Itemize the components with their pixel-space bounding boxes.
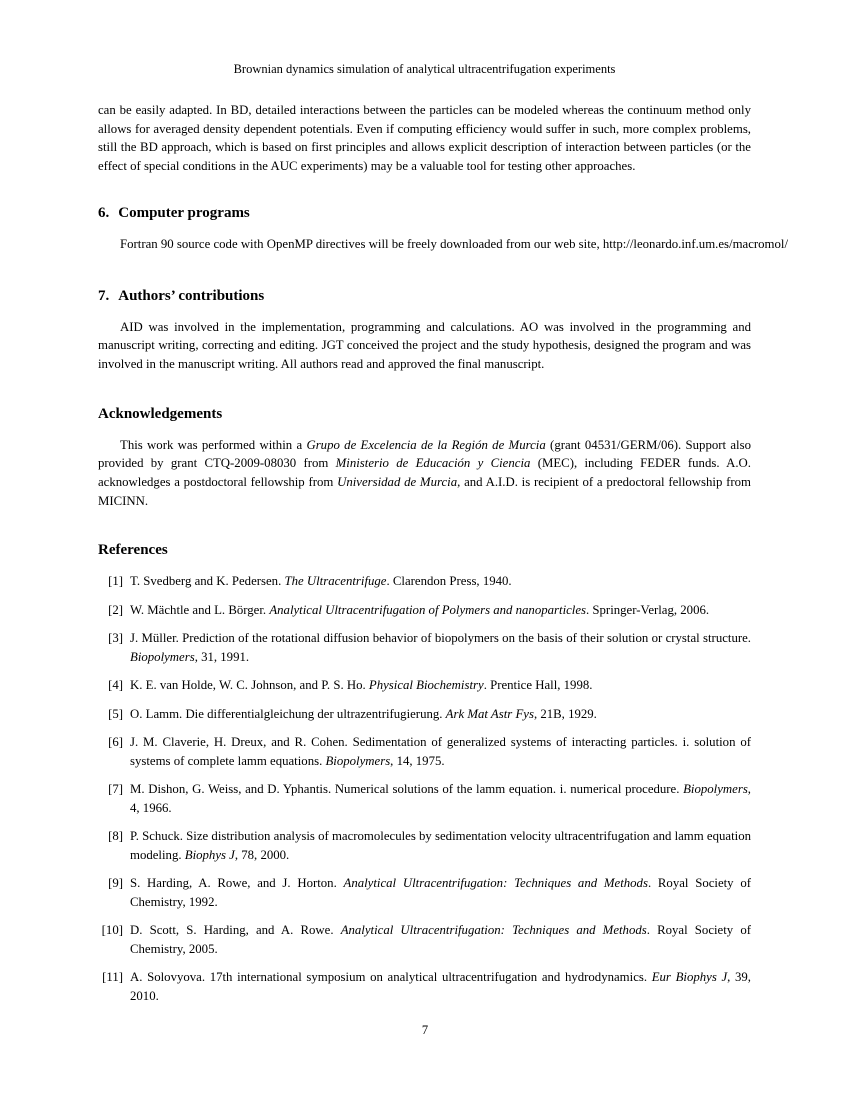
section-6-title: Computer programs bbox=[118, 204, 250, 221]
reference-item-5 bbox=[98, 705, 751, 724]
text-segment: P. Schuck. Size distribution analysis of macromolecules by sedimentation velocity ultracentrifugation and lamm equation modeling. bbox=[130, 829, 751, 862]
references-heading: References bbox=[98, 542, 168, 559]
italic-text-segment: The Ultracentrifuge bbox=[284, 574, 387, 589]
italic-text-segment: Biophys J bbox=[184, 847, 235, 862]
italic-text-segment: Biopolymers bbox=[325, 753, 391, 768]
reference-list bbox=[98, 572, 751, 1005]
reference-text bbox=[130, 707, 597, 721]
reference-item-10 bbox=[98, 921, 751, 958]
reference-label: [5] bbox=[108, 706, 123, 721]
text-segment: , and A.I.D. is recipient of a predoctoral fellowship from MICINN. bbox=[98, 475, 751, 508]
reference-label: [11] bbox=[102, 970, 123, 985]
text-segment: A. Solovyova. 17th international symposium on analytical ultracentrifugation and hydrodynamics. bbox=[130, 970, 652, 985]
reference-text bbox=[130, 970, 751, 1003]
text-segment: , 31, 1991. bbox=[194, 649, 250, 664]
running-title: Brownian dynamics simulation of analytical ultracentrifugation experiments bbox=[233, 62, 616, 76]
text-segment: . Springer-Verlag, 2006. bbox=[586, 602, 710, 617]
italic-text-segment: Eur Biophys J bbox=[651, 970, 728, 985]
text-segment: W. Mächtle and L. Börger. bbox=[130, 602, 270, 617]
section-6-heading bbox=[98, 204, 751, 223]
intro-paragraph: can be easily adapted. In BD, detailed interactions between the particles can be modeled whereas the continuum method only allows for averaged density dependent potentials. Even if computing efficiency would suffer in such, more complex problems, still the BD approach, which is based on first principles and allows explicit description of interaction between particles (or the effect of special conditions in the AUC experiments) may be a valuable tool for testing other approaches. bbox=[98, 103, 751, 174]
text-segment: K. E. van Holde, W. C. Johnson, and P. S. Ho. bbox=[130, 678, 369, 693]
reference-text bbox=[130, 829, 751, 862]
text-segment: , 78, 2000. bbox=[234, 847, 290, 862]
text-segment: T. Svedberg and K. Pedersen. bbox=[130, 574, 285, 589]
italic-text-segment: Biopolymers bbox=[130, 649, 195, 664]
reference-text bbox=[130, 631, 751, 664]
reference-label: [2] bbox=[108, 602, 123, 617]
text-segment: . Prentice Hall, 1998. bbox=[483, 678, 593, 693]
reference-item-9 bbox=[98, 874, 751, 911]
reference-text bbox=[130, 782, 751, 815]
reference-item-11 bbox=[98, 968, 751, 1005]
text-segment: . Royal Society of Chemistry, 1992. bbox=[130, 876, 751, 909]
text-segment: (MEC), including FEDER funds. A.O. acknowledges a postdoctoral fellowship from bbox=[98, 456, 751, 490]
reference-text bbox=[130, 678, 592, 692]
reference-label: [1] bbox=[108, 574, 123, 589]
section-7-title: Authors’ contributions bbox=[118, 287, 265, 304]
reference-label: [9] bbox=[108, 876, 123, 891]
acknowledgements-paragraph bbox=[98, 436, 751, 511]
section-7-heading bbox=[98, 287, 751, 306]
italic-text-segment: Grupo de Excelencia de la Región de Murcia bbox=[306, 437, 546, 452]
text-segment: . Clarendon Press, 1940. bbox=[386, 574, 512, 589]
reference-text bbox=[130, 574, 512, 588]
reference-item-3 bbox=[98, 629, 751, 666]
italic-text-segment: Biopolymers bbox=[683, 782, 748, 797]
italic-text-segment: Analytical Ultracentrifugation: Techniques and Methods bbox=[340, 923, 647, 938]
page-number: 7 bbox=[421, 1023, 429, 1037]
reference-text bbox=[130, 876, 751, 909]
text-segment: J. Müller. Prediction of the rotational diffusion behavior of biopolymers on the basis of their solution or crystal structure. bbox=[130, 631, 751, 646]
section-7-number: 7. bbox=[98, 287, 110, 304]
reference-item-8 bbox=[98, 827, 751, 864]
text-segment: . Royal Society of Chemistry, 2005. bbox=[130, 923, 751, 956]
text-segment: O. Lamm. Die differentialgleichung der ultrazentrifugierung. bbox=[130, 706, 446, 721]
section-6-paragraph: Fortran 90 source code with OpenMP directives will be freely downloaded from our web site, http://leonardo.inf.um.es/macromol/ bbox=[120, 236, 788, 251]
reference-item-1 bbox=[98, 572, 751, 591]
reference-label: [4] bbox=[108, 678, 123, 693]
text-segment: M. Dishon, G. Weiss, and D. Yphantis. Numerical solutions of the lamm equation. i. numerical procedure. bbox=[130, 782, 684, 797]
text-segment: This work was performed within a bbox=[120, 437, 307, 452]
text-segment: J. M. Claverie, H. Dreux, and R. Cohen. Sedimentation of generalized systems of interacting particles. i. solution of systems of complete lamm equations. bbox=[130, 735, 751, 768]
text-segment: , 4, 1966. bbox=[130, 782, 751, 815]
reference-label: [3] bbox=[108, 631, 123, 646]
italic-text-segment: Analytical Ultracentrifugation: Techniques and Methods bbox=[343, 876, 648, 891]
reference-item-6 bbox=[98, 733, 751, 770]
italic-text-segment: Ark Mat Astr Fys bbox=[445, 706, 534, 721]
italic-text-segment: Physical Biochemistry bbox=[368, 678, 484, 693]
text-segment: , 14, 1975. bbox=[390, 753, 445, 768]
italic-text-segment: Analytical Ultracentrifugation of Polymers and nanoparticles bbox=[269, 602, 587, 617]
reference-label: [6] bbox=[108, 735, 123, 750]
reference-label: [7] bbox=[108, 782, 123, 797]
reference-text bbox=[130, 735, 751, 768]
section-6-number: 6. bbox=[98, 204, 110, 221]
reference-text bbox=[130, 603, 709, 617]
italic-text-segment: Universidad de Murcia bbox=[337, 475, 458, 490]
acknowledgements-heading: Acknowledgements bbox=[98, 405, 223, 422]
reference-item-4 bbox=[98, 676, 751, 695]
section-7-paragraph: AID was involved in the implementation, programming and calculations. AO was involved in the programming and manuscript writing, correcting and editing. JGT conceived the project and the study hypothesis, designed the program and was involved in the manuscript writing. All authors read and approved the final manuscript. bbox=[98, 319, 751, 371]
reference-text bbox=[130, 923, 751, 956]
text-segment: S. Harding, A. Rowe, and J. Horton. bbox=[130, 876, 344, 891]
reference-label: [8] bbox=[108, 829, 123, 844]
page-content bbox=[98, 0, 788, 1015]
reference-label: [10] bbox=[101, 923, 123, 938]
reference-item-7 bbox=[98, 780, 751, 817]
text-segment: , 21B, 1929. bbox=[533, 706, 597, 721]
text-segment: (grant 04531/GERM/06). Support also provided by grant CTQ-2009-08030 from bbox=[98, 437, 751, 471]
reference-item-2 bbox=[98, 601, 751, 620]
italic-text-segment: Ministerio de Educación y Ciencia bbox=[335, 456, 531, 471]
text-segment: D. Scott, S. Harding, and A. Rowe. bbox=[130, 923, 341, 938]
text-segment: , 39, 2010. bbox=[130, 970, 751, 1003]
